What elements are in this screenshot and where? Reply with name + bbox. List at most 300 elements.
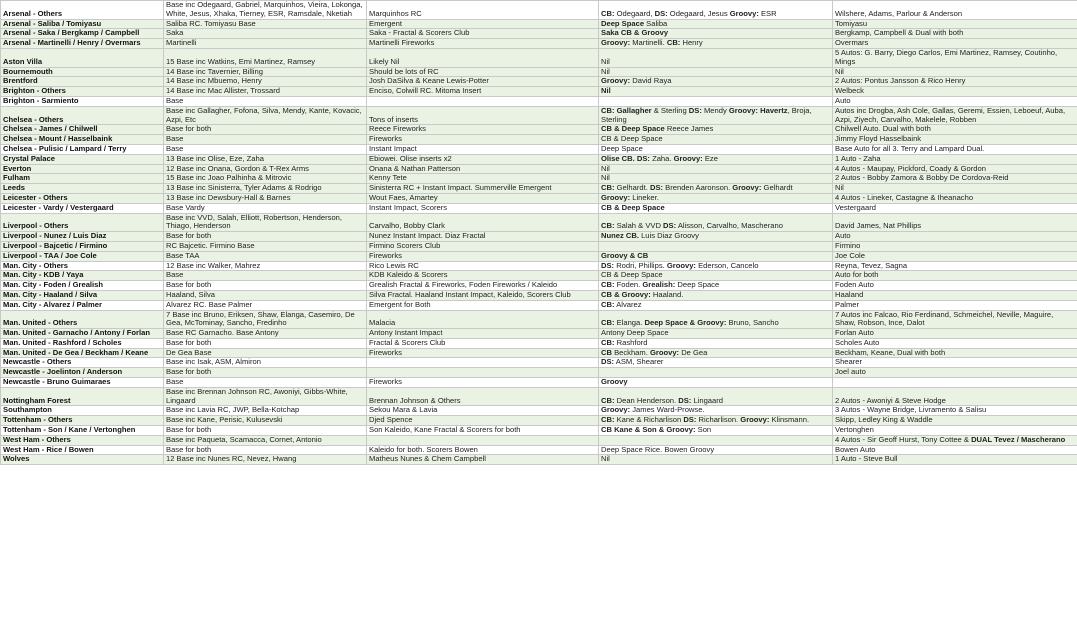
table-row	[1, 338, 1077, 348]
special-cell	[599, 445, 833, 455]
special-cell	[599, 348, 833, 358]
autos-cell: Forlan Auto	[833, 329, 1077, 339]
autos-cell: Chilwell Auto. Dual with both	[833, 125, 1077, 135]
special-segment: CB:	[601, 221, 615, 231]
autos-cell: Palmer	[833, 300, 1077, 310]
special-segment: Odegaard,	[614, 8, 655, 18]
special-segment: Deep Space	[675, 280, 720, 290]
special-segment: Elanga.	[614, 318, 645, 328]
base-cell: Saka	[164, 29, 367, 39]
inserts-cell: Sekou Mara & Lavia	[367, 406, 599, 416]
team-cell: Chelsea - James / Chilwell	[1, 125, 164, 135]
special-cell	[599, 329, 833, 339]
base-cell: Saliba RC. Tomiyasu Base	[164, 19, 367, 29]
special-segment: Groovy:	[601, 405, 631, 415]
inserts-cell: Rico Lewis RC	[367, 261, 599, 271]
team-cell: Liverpool - Others	[1, 213, 164, 232]
special-segment: Beckham.	[611, 348, 650, 357]
base-cell: 14 Base inc Mac Allister, Trossard	[164, 87, 367, 97]
autos-cell: 1 Auto - Steve Bull	[833, 455, 1077, 465]
special-segment: Deep Space	[601, 19, 645, 28]
special-segment: DS:	[688, 106, 702, 115]
base-cell: 14 Base inc Tavernier, Billing	[164, 67, 367, 77]
inserts-cell	[367, 358, 599, 368]
autos-cell: 2 Autos - Bobby Zamora & Bobby De Cordova-Reid	[833, 174, 1077, 184]
inserts-cell: Marquinhos RC	[367, 1, 599, 20]
special-segment: CB:	[601, 338, 615, 347]
base-cell: Haaland, Silva	[164, 290, 367, 300]
base-cell: Base for both	[164, 232, 367, 242]
special-cell	[599, 261, 833, 271]
team-cell: Chelsea - Pulisic / Lampard / Terry	[1, 144, 164, 154]
special-cell	[599, 241, 833, 251]
autos-cell: 1 Auto - Zaha	[833, 154, 1077, 164]
autos-cell: 4 Autos - Lineker, Castagne & Iheanacho	[833, 193, 1077, 203]
team-cell: Arsenal - Others	[1, 1, 164, 20]
base-cell: 14 Base inc Mbuemo, Henry	[164, 77, 367, 87]
special-segment: Deep Space	[601, 144, 643, 153]
team-cell: Man. United - Others	[1, 310, 164, 329]
special-cell	[599, 455, 833, 465]
team-cell: Nottingham Forest	[1, 387, 164, 406]
table-row	[1, 164, 1077, 174]
table-row	[1, 96, 1077, 106]
special-segment: Groovy:	[673, 154, 703, 163]
table-row	[1, 368, 1077, 378]
table-row	[1, 106, 1077, 125]
special-segment: Mendy	[701, 106, 729, 115]
autos-cell: Auto	[833, 96, 1077, 106]
table-row	[1, 174, 1077, 184]
team-cell: Brentford	[1, 77, 164, 87]
table-row	[1, 310, 1077, 329]
special-segment: Rashford	[614, 338, 648, 347]
autos-cell: Firmino	[833, 241, 1077, 251]
autos-cell: Nil	[833, 67, 1077, 77]
special-segment: Gelhardt	[761, 183, 793, 193]
special-segment: CB & Deep Space	[601, 203, 665, 212]
base-cell: Base Vardy	[164, 203, 367, 213]
special-segment: Luis Diaz Groovy	[638, 231, 699, 241]
special-cell	[599, 19, 833, 29]
special-segment: Olise CB. DS:	[601, 154, 650, 163]
team-cell: Everton	[1, 164, 164, 174]
special-segment: CB:	[601, 415, 615, 425]
team-cell: Southampton	[1, 406, 164, 416]
table-row	[1, 290, 1077, 300]
special-segment: CB:	[601, 8, 615, 18]
autos-cell: Auto	[833, 232, 1077, 242]
team-cell: West Ham - Rice / Bowen	[1, 445, 164, 455]
special-segment: Bruno, Sancho	[726, 318, 779, 328]
special-segment: ESR	[758, 8, 777, 18]
team-cell: Brighton - Others	[1, 87, 164, 97]
special-cell	[599, 406, 833, 416]
special-segment: Son	[695, 425, 712, 435]
special-segment: Groovy:	[601, 76, 631, 86]
autos-cell: Beckham, Keane, Dual with both	[833, 348, 1077, 358]
autos-cell: Vestergaard	[833, 203, 1077, 213]
inserts-cell: Matheus Nunes & Chem Campbell	[367, 455, 599, 465]
table-row	[1, 300, 1077, 310]
special-segment: & Sterling	[651, 106, 689, 115]
inserts-cell: Onana & Nathan Patterson	[367, 164, 599, 174]
special-cell	[599, 96, 833, 106]
special-segment: CB & Deep Space	[601, 134, 663, 144]
team-cell: Crystal Palace	[1, 154, 164, 164]
base-cell: Base for both	[164, 125, 367, 135]
inserts-cell: Instant Impact, Scorers	[367, 203, 599, 213]
base-cell: RC Bajcetic. Firmino Base	[164, 241, 367, 251]
special-cell	[599, 184, 833, 194]
team-cell: West Ham - Others	[1, 435, 164, 445]
base-cell: Base RC Garnacho. Base Antony	[164, 329, 367, 339]
autos-segment: DUAL Tevez / Mascherano	[971, 435, 1066, 444]
team-cell: Newcastle - Bruno Guimaraes	[1, 378, 164, 388]
base-cell: 12 Base inc Nunes RC, Nevez, Hwang	[164, 455, 367, 465]
base-cell: Base inc Lavia RC, JWP, Bella-Kotchap	[164, 406, 367, 416]
team-cell: Leicester - Vardy / Vestergaard	[1, 203, 164, 213]
special-segment: Dean Henderson.	[614, 395, 679, 405]
base-cell: 12 Base inc Onana, Gordon & T-Rex Arms	[164, 164, 367, 174]
special-cell	[599, 87, 833, 97]
autos-cell: Jimmy Floyd Hasselbaink	[833, 135, 1077, 145]
special-cell	[599, 338, 833, 348]
autos-cell: Autos inc Drogba, Ash Cole, Gallas, Geremi, Essien, Leboeuf, Auba, Azpi, Ziyech, Carvalho, Makelele, Robben	[833, 106, 1077, 125]
inserts-cell: Wout Faes, Amartey	[367, 193, 599, 203]
autos-cell: Tomiyasu	[833, 19, 1077, 29]
inserts-cell: Should be lots of RC	[367, 67, 599, 77]
team-cell: Arsenal - Saliba / Tomiyasu	[1, 19, 164, 29]
table-row	[1, 416, 1077, 426]
special-segment: Nil	[601, 454, 610, 464]
special-segment: Groovy	[601, 377, 628, 387]
team-cell: Tottenham - Others	[1, 416, 164, 426]
table-row	[1, 1, 1077, 20]
special-cell	[599, 378, 833, 388]
inserts-cell: Antony Instant Impact	[367, 329, 599, 339]
inserts-cell: Reece Fireworks	[367, 125, 599, 135]
autos-cell: Scholes Auto	[833, 338, 1077, 348]
table-row	[1, 358, 1077, 368]
autos-cell: 2 Autos - Awoniyi & Steve Hodge	[833, 387, 1077, 406]
special-cell	[599, 281, 833, 291]
autos-cell: Nil	[833, 184, 1077, 194]
special-segment: Antony Deep Space	[601, 328, 669, 338]
special-cell	[599, 358, 833, 368]
special-cell	[599, 67, 833, 77]
autos-cell: Wilshere, Adams, Parlour & Anderson	[833, 1, 1077, 20]
inserts-cell: Emergent	[367, 19, 599, 29]
special-segment: CB: Gallagher	[601, 106, 652, 115]
special-cell	[599, 77, 833, 87]
special-segment: Groovy:	[732, 183, 762, 193]
special-cell	[599, 203, 833, 213]
autos-cell: David James, Nat Phillips	[833, 213, 1077, 232]
base-cell: De Gea Base	[164, 348, 367, 358]
base-cell: Martinelli	[164, 39, 367, 49]
team-cell: Man. City - Alvarez / Palmer	[1, 300, 164, 310]
special-segment: Klinsmann.	[769, 415, 810, 425]
base-cell: 15 Base inc Joao Palhinha & Mitrovic	[164, 174, 367, 184]
special-cell	[599, 154, 833, 164]
base-cell: Base	[164, 271, 367, 281]
table-row	[1, 406, 1077, 416]
special-segment: Groovy:	[666, 261, 696, 270]
table-row	[1, 241, 1077, 251]
special-cell	[599, 251, 833, 261]
special-segment: Lineker.	[630, 193, 659, 202]
inserts-cell: Djed Spence	[367, 416, 599, 426]
special-cell	[599, 164, 833, 174]
table-row	[1, 329, 1077, 339]
special-segment: Nil	[601, 164, 610, 173]
special-cell	[599, 368, 833, 378]
base-cell: Base inc VVD, Salah, Elliott, Robertson, Henderson, Thiago, Henderson	[164, 213, 367, 232]
special-segment: Nil	[601, 86, 611, 96]
base-cell: Base	[164, 378, 367, 388]
special-segment: DS:	[649, 183, 664, 193]
special-segment: James Ward-Prowse.	[630, 405, 705, 415]
table-row	[1, 29, 1077, 39]
special-segment: Haaland.	[650, 290, 684, 299]
team-cell: Fulham	[1, 174, 164, 184]
special-segment: Saliba	[644, 19, 668, 28]
base-cell: Base inc Isak, ASM, Almiron	[164, 358, 367, 368]
special-segment: DS:	[601, 357, 615, 367]
autos-cell: Haaland	[833, 290, 1077, 300]
special-cell	[599, 135, 833, 145]
autos-cell: Joe Cole	[833, 251, 1077, 261]
inserts-cell: Enciso, Colwill RC. Mitoma Insert	[367, 87, 599, 97]
autos-cell: Reyna, Tevez, Sagna	[833, 261, 1077, 271]
autos-cell: Vertonghen	[833, 426, 1077, 436]
table-row	[1, 251, 1077, 261]
table-row	[1, 19, 1077, 29]
autos-cell: Bergkamp, Campbell & Dual with both	[833, 29, 1077, 39]
table-row	[1, 455, 1077, 465]
team-cell: Arsenal - Martinelli / Henry / Overmars	[1, 39, 164, 49]
special-segment: Odegaard, Jesus	[667, 8, 730, 18]
inserts-cell: Carvalho, Bobby Clark	[367, 213, 599, 232]
team-cell: Chelsea - Mount / Hasselbaink	[1, 135, 164, 145]
inserts-cell: Silva Fractal. Haaland Instant Impact, Kaleido, Scorers Club	[367, 290, 599, 300]
team-cell: Aston Villa	[1, 48, 164, 67]
autos-segment: 4 Autos - Sir Geoff Hurst, Tony Cottee &	[835, 435, 972, 444]
table-row	[1, 271, 1077, 281]
table-row	[1, 184, 1077, 194]
inserts-cell: Tons of inserts	[367, 106, 599, 125]
special-segment: Groovy:	[649, 348, 680, 357]
table-row	[1, 378, 1077, 388]
autos-cell: Joel auto	[833, 368, 1077, 378]
special-cell	[599, 106, 833, 125]
special-segment: Nil	[601, 173, 610, 183]
autos-cell: 7 Autos inc Falcao, Rio Ferdinand, Schmeichel, Neville, Maguire, Shaw, Robson, Ince, Dalot	[833, 310, 1077, 329]
special-segment: DS:	[683, 415, 697, 425]
base-cell: Base	[164, 144, 367, 154]
table-row	[1, 144, 1077, 154]
team-cell: Leeds	[1, 184, 164, 194]
special-segment: DS:	[601, 261, 615, 270]
special-segment: DS:	[654, 8, 668, 18]
special-segment: David Raya	[630, 76, 672, 86]
base-cell: Base for both	[164, 281, 367, 291]
special-segment: CB & Deep Space	[601, 270, 663, 280]
special-segment: Lingaard	[691, 395, 723, 405]
special-segment: DS:	[663, 221, 677, 231]
special-segment: Ederson, Cancelo	[695, 261, 759, 270]
team-cell: Bournemouth	[1, 67, 164, 77]
base-cell: 15 Base inc Watkins, Emi Martinez, Ramsey	[164, 48, 367, 67]
special-cell	[599, 435, 833, 445]
special-cell	[599, 300, 833, 310]
special-segment: Brenden Aaronson.	[663, 183, 733, 193]
table-row	[1, 67, 1077, 77]
table-row	[1, 426, 1077, 436]
special-segment: Foden.	[614, 280, 643, 290]
table-row	[1, 87, 1077, 97]
special-segment: Nunez CB.	[601, 231, 639, 241]
inserts-cell: Malacia	[367, 310, 599, 329]
special-segment: Groovy:	[601, 38, 631, 48]
team-cell: Liverpool - Nunez / Luis Diaz	[1, 232, 164, 242]
team-cell: Man. City - Others	[1, 261, 164, 271]
special-segment: Martinelli.	[630, 38, 667, 48]
team-cell: Brighton - Sarmiento	[1, 96, 164, 106]
base-cell: Base for both	[164, 368, 367, 378]
base-cell: 13 Base inc Dewsbury-Hall & Barnes	[164, 193, 367, 203]
autos-cell: 5 Autos: G. Barry, Diego Carlos, Emi Martinez, Ramsey, Coutinho, Mings	[833, 48, 1077, 67]
special-segment: Alisson, Carvalho, Mascherano	[676, 221, 783, 231]
table-row	[1, 348, 1077, 358]
special-segment: CB Kane & Son & Groovy:	[601, 425, 696, 435]
base-cell: Base inc Kane, Perisic, Kulusevski	[164, 416, 367, 426]
team-cell: Arsenal - Saka / Bergkamp / Campbell	[1, 29, 164, 39]
inserts-cell: KDB Kaleido & Scorers	[367, 271, 599, 281]
base-cell: Base inc Paqueta, Scamacca, Cornet, Antonio	[164, 435, 367, 445]
inserts-cell: Fireworks	[367, 251, 599, 261]
base-cell: Base for both	[164, 426, 367, 436]
special-cell	[599, 213, 833, 232]
table-row	[1, 445, 1077, 455]
base-cell: Base	[164, 96, 367, 106]
table-row	[1, 232, 1077, 242]
inserts-cell	[367, 96, 599, 106]
autos-cell	[833, 435, 1077, 445]
special-segment: Zaha.	[649, 154, 674, 163]
special-segment: Saka CB & Groovy	[601, 28, 669, 38]
team-cell: Man. City - KDB / Yaya	[1, 271, 164, 281]
special-segment: CB & Deep Space	[601, 124, 665, 134]
special-cell	[599, 39, 833, 49]
base-cell: Base for both	[164, 338, 367, 348]
base-cell: Base for both	[164, 445, 367, 455]
special-segment: Rodri, Phillips.	[614, 261, 667, 270]
base-cell: 13 Base inc Sinisterra, Tyler Adams & Rodrigo	[164, 184, 367, 194]
table-row	[1, 435, 1077, 445]
autos-cell: Foden Auto	[833, 281, 1077, 291]
special-segment: CB:	[666, 38, 681, 48]
autos-cell	[833, 378, 1077, 388]
inserts-cell: Fireworks	[367, 348, 599, 358]
autos-cell: Base Auto for all 3. Terry and Lampard Dual.	[833, 144, 1077, 154]
special-segment: CB:	[601, 300, 615, 309]
table-row	[1, 203, 1077, 213]
inserts-cell: Fractal & Scorers Club	[367, 338, 599, 348]
base-cell: Base TAA	[164, 251, 367, 261]
inserts-cell: Emergent for Both	[367, 300, 599, 310]
inserts-cell: Sinisterra RC + Instant Impact. Summerville Emergent	[367, 184, 599, 194]
inserts-cell: Firmino Scorers Club	[367, 241, 599, 251]
team-cell: Man. United - De Gea / Beckham / Keane	[1, 348, 164, 358]
autos-cell: Skipp, Ledley King & Waddle	[833, 416, 1077, 426]
special-segment: ASM, Shearer	[614, 357, 664, 367]
inserts-cell: Martinelli Fireworks	[367, 39, 599, 49]
team-cell: Newcastle - Others	[1, 358, 164, 368]
inserts-cell: Likely Nil	[367, 48, 599, 67]
team-cell: Tottenham - Son / Kane / Vertonghen	[1, 426, 164, 436]
inserts-cell: Saka - Fractal & Scorers Club	[367, 29, 599, 39]
autos-cell: 4 Autos - Maupay, Pickford, Coady & Gordon	[833, 164, 1077, 174]
autos-cell: 2 Autos: Pontus Jansson & Rico Henry	[833, 77, 1077, 87]
special-segment: Groovy:	[729, 8, 759, 18]
special-segment: Henry	[680, 38, 703, 48]
inserts-cell: Ebiowei. Olise inserts x2	[367, 154, 599, 164]
inserts-cell: Son Kaleido, Kane Fractal & Scorers for both	[367, 426, 599, 436]
team-cell: Liverpool - TAA / Joe Cole	[1, 251, 164, 261]
special-segment: CB	[601, 348, 612, 357]
special-segment: Groovy & CB	[601, 251, 649, 260]
inserts-cell: Josh DaSilva & Keane Lewis-Potter	[367, 77, 599, 87]
inserts-cell: Brennan Johnson & Others	[367, 387, 599, 406]
special-cell	[599, 29, 833, 39]
autos-cell: Shearer	[833, 358, 1077, 368]
special-segment: Kane & Richarlison	[614, 415, 684, 425]
base-cell: Alvarez RC. Base Palmer	[164, 300, 367, 310]
table-row	[1, 261, 1077, 271]
special-cell	[599, 232, 833, 242]
team-cell: Liverpool - Bajcetic / Firmino	[1, 241, 164, 251]
autos-cell: Overmars	[833, 39, 1077, 49]
special-segment: Reece James	[664, 124, 714, 134]
special-segment: Groovy:	[601, 193, 631, 202]
inserts-cell: Fireworks	[367, 135, 599, 145]
base-cell: 12 Base inc Walker, Mahrez	[164, 261, 367, 271]
special-cell	[599, 193, 833, 203]
table-row	[1, 213, 1077, 232]
special-cell	[599, 416, 833, 426]
team-cell: Newcastle - Joelinton / Anderson	[1, 368, 164, 378]
table-row	[1, 77, 1077, 87]
base-cell: 7 Base inc Bruno, Eriksen, Shaw, Elanga, Casemiro, De Gea, McTominay, Sancho, Fredinho	[164, 310, 367, 329]
special-segment: Salah & VVD	[614, 221, 664, 231]
special-segment: Nil	[601, 56, 610, 66]
base-cell: Base inc Gallagher, Fofona, Silva, Mendy, Kante, Kovacic, Azpi, Etc	[164, 106, 367, 125]
special-segment: DS:	[678, 395, 692, 405]
inserts-cell: Instant Impact	[367, 144, 599, 154]
base-cell: Base inc Brennan Johnson RC, Awoniyi, Gibbs-White, Lingaard	[164, 387, 367, 406]
team-cell: Chelsea - Others	[1, 106, 164, 125]
autos-cell: 3 Autos - Wayne Bridge, Livramento & Salisu	[833, 406, 1077, 416]
inserts-cell	[367, 368, 599, 378]
autos-cell: Welbeck	[833, 87, 1077, 97]
team-cell: Man. United - Rashford / Scholes	[1, 338, 164, 348]
inserts-cell: Grealish Fractal & Fireworks, Foden Fireworks / Kaleido	[367, 281, 599, 291]
inserts-cell: Fireworks	[367, 378, 599, 388]
special-segment: Gelhardt.	[614, 183, 650, 193]
special-cell	[599, 310, 833, 329]
